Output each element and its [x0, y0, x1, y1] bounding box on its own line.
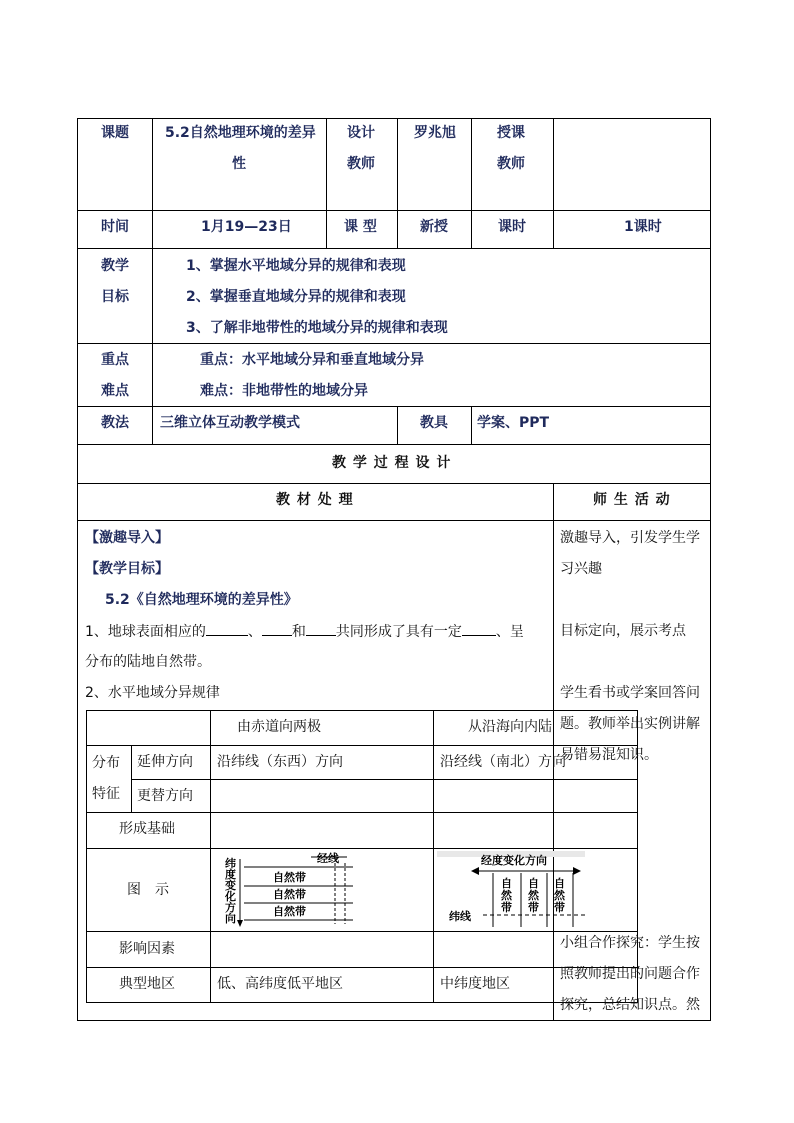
diagram-right-belt-char: 自 — [528, 877, 539, 890]
activity-3-line3: 易错易混知识。 — [560, 747, 658, 763]
activity-4-line1: 小组合作探究：学生按 — [560, 935, 700, 951]
row-region-label: 典型地区 — [119, 976, 175, 992]
blank-2[interactable] — [262, 621, 292, 636]
activity-3-line1: 学生看书或学案回答问 — [560, 685, 700, 701]
material-column-header: 教 材 处 理 — [276, 492, 354, 508]
chapter-heading: 5.2《自然地理环境的差异性》 — [105, 592, 298, 608]
diagram-left-axis-char: 纬 — [225, 857, 236, 870]
key-point: 重点：水平地域分异和垂直地域分异 — [200, 352, 424, 368]
period-label: 课时 — [498, 219, 526, 235]
time-value: 1月19—23日 — [201, 219, 292, 235]
teacher-label-2: 教师 — [497, 156, 525, 172]
intro-heading: 【激趣导入】 — [85, 530, 169, 546]
diagram-left-belt-2: 自然带 — [273, 888, 306, 901]
row-extend-coast: 沿经线（南北）方向 — [440, 754, 566, 770]
col-coast-to-inland: 从沿海向内陆 — [468, 719, 552, 735]
activity-4-line2: 照教师提出的问题合作 — [560, 966, 700, 982]
row-extend-label: 延伸方向 — [137, 754, 193, 770]
diagram-left-axis-char: 化 — [225, 890, 236, 903]
time-label: 时间 — [101, 219, 129, 235]
method-value: 三维立体互动教学模式 — [160, 415, 300, 431]
diagram-right-belt-char: 然 — [528, 889, 539, 902]
col-equator-to-poles: 由赤道向两极 — [237, 719, 321, 735]
teacher-label-1: 授课 — [497, 125, 525, 141]
row-replace-label: 更替方向 — [137, 788, 193, 804]
row-diagram-label: 图 示 — [127, 882, 169, 898]
diagram-left-axis-char: 向 — [225, 912, 236, 925]
activity-1-line1: 激趣导入，引发学生学 — [560, 530, 700, 546]
distribution-label-1: 分布 — [92, 755, 120, 771]
diagram-right-belt-char: 自 — [501, 877, 512, 890]
topic-value-line2: 性 — [232, 156, 246, 172]
blank-4[interactable] — [462, 621, 496, 636]
keypoints-label-2: 难点 — [101, 383, 129, 399]
diagram-right-belt-char: 带 — [528, 901, 539, 914]
row-base-label: 形成基础 — [119, 821, 175, 837]
question-1 — [85, 621, 524, 642]
question-1-part-c: 和 — [291, 624, 306, 640]
diagram-right-belt-char: 带 — [554, 901, 565, 914]
topic-value-line1: 5.2自然地理环境的差异 — [165, 125, 316, 141]
topic-label: 课题 — [101, 125, 129, 141]
diagram-right-belt-char: 然 — [501, 889, 512, 902]
goals-label-1: 教学 — [101, 258, 129, 274]
type-value: 新授 — [420, 219, 448, 235]
row-region-equator: 低、高纬度低平地区 — [217, 976, 343, 992]
question-1-part-b: 、 — [247, 624, 262, 640]
diagram-left-axis-char: 方 — [225, 901, 236, 914]
diagram-left-meridian: 经线 — [317, 852, 339, 865]
diagram-right-latitude: 纬线 — [449, 910, 471, 923]
question-1-part-a: 1、地球表面相应的 — [85, 624, 206, 640]
activity-column-header: 师 生 活 动 — [593, 492, 671, 508]
goals-label-2: 目标 — [101, 289, 129, 305]
goal-item-1: 1、掌握水平地域分异的规律和表现 — [186, 258, 406, 274]
distribution-label-2: 特征 — [92, 786, 120, 802]
question-2: 2、水平地域分异规律 — [85, 685, 220, 701]
goal-item-2: 2、掌握垂直地域分异的规律和表现 — [186, 289, 406, 305]
goal-item-3: 3、了解非地带性的地域分异的规律和表现 — [186, 320, 448, 336]
diagram-right-belt-char: 带 — [501, 901, 512, 914]
diagram-right-top: 经度变化方向 — [481, 854, 547, 867]
longitudinal-zonation-diagram — [437, 851, 585, 927]
blank-3[interactable] — [306, 621, 336, 636]
blank-1[interactable] — [206, 621, 248, 636]
tools-value: 学案、PPT — [477, 415, 550, 431]
goal-heading: 【教学目标】 — [85, 561, 169, 577]
keypoints-label-1: 重点 — [101, 352, 129, 368]
row-factor-label: 影响因素 — [119, 941, 175, 957]
difficult-point: 难点：非地带性的地域分异 — [200, 383, 368, 399]
designer-label-2: 教师 — [347, 156, 375, 172]
latitudinal-zonation-diagram — [223, 851, 357, 927]
period-value: 1课时 — [624, 219, 662, 235]
process-title: 教 学 过 程 设 计 — [332, 455, 452, 471]
designer-label-1: 设计 — [347, 125, 375, 141]
type-label: 课 型 — [344, 219, 377, 235]
row-extend-equator: 沿纬线（东西）方向 — [217, 754, 343, 770]
row-region-coast: 中纬度地区 — [440, 976, 510, 992]
activity-1-line2: 习兴趣 — [560, 561, 602, 577]
activity-2: 目标定向，展示考点 — [560, 623, 686, 639]
diagram-left-axis-char: 度 — [225, 868, 236, 881]
diagram-left-axis-char: 变 — [225, 879, 236, 892]
tools-label: 教具 — [420, 415, 448, 431]
diagram-right-belt-char: 然 — [554, 889, 565, 902]
diagram-left-belt-1: 自然带 — [273, 871, 306, 884]
activity-3-line2: 题。教师举出实例讲解 — [560, 716, 700, 732]
question-1-part-d: 共同形成了具有一定 — [335, 624, 462, 640]
question-1-part-e: 、呈 — [495, 624, 524, 640]
question-1-cont: 分布的陆地自然带。 — [85, 654, 211, 670]
diagram-right-belt-char: 自 — [554, 877, 565, 890]
diagram-left-belt-3: 自然带 — [273, 905, 306, 918]
method-label: 教法 — [101, 415, 129, 431]
designer-name: 罗兆旭 — [414, 125, 456, 141]
activity-4-line3: 探究，总结知识点。然 — [560, 997, 700, 1013]
